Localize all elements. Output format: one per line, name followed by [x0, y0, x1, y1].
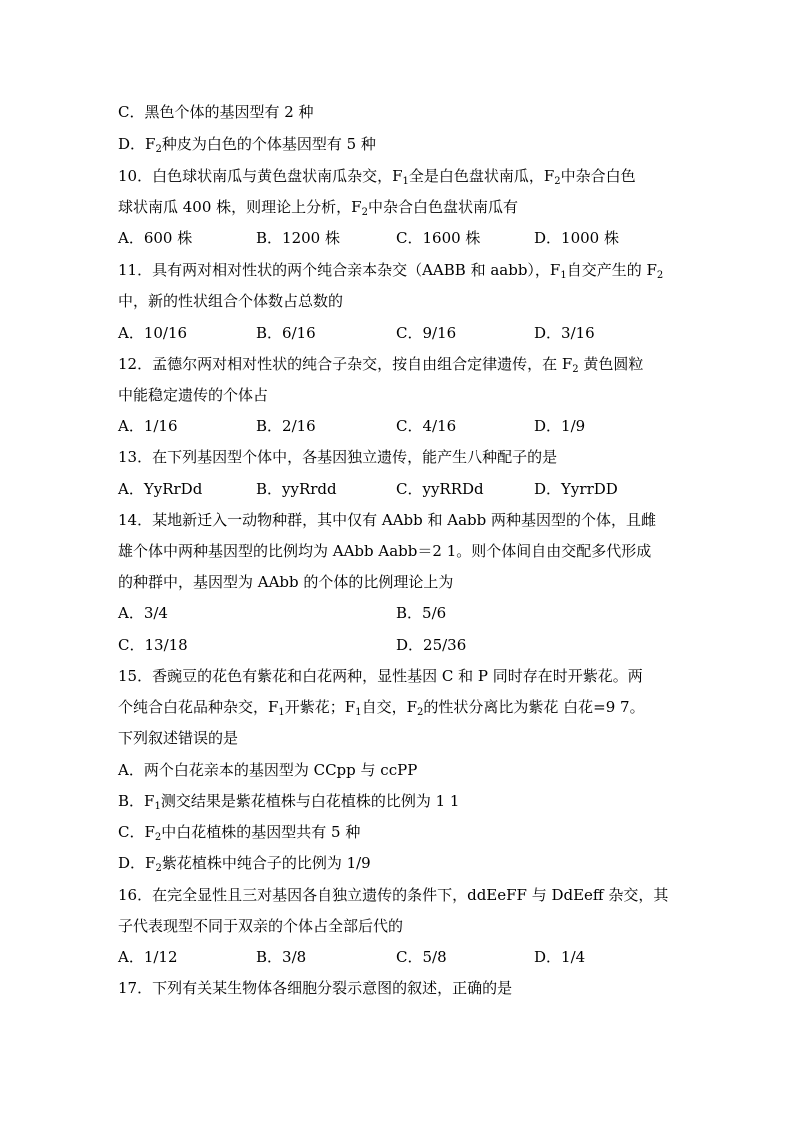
q11-options — [118, 323, 738, 343]
q12-stem-line-1: 12．孟德尔两对相对性状的纯合子杂交，按自由组合定律遗传，在 $F_2$ 黄色圆粒 — [118, 355, 644, 375]
q9-option-d: D．$F_2$种皮为白色的个体基因型有 5 种 — [118, 135, 376, 155]
q11-stem-line-2: 中，新的性状组合个体数占总数的 — [118, 292, 344, 310]
q14-option-a: A．3/4 — [118, 604, 168, 622]
q11-option-b: B．6/16 — [256, 324, 316, 342]
q15-option-a: A．两个白花亲本的基因型为 CCpp 与 ccPP — [118, 761, 418, 779]
q16-option-c: C．5/8 — [396, 948, 447, 966]
q14-option-c: C．13/18 — [118, 636, 188, 654]
q15-stem-line-3: 下列叙述错误的是 — [118, 729, 239, 747]
q15-stem-line-1: 15．香豌豆的花色有紫花和白花两种，显性基因 C 和 P 同时存在时开紫花。两 — [118, 667, 643, 685]
q13-option-b: B．yyRrdd — [256, 480, 337, 498]
q14-stem-line-2: 雄个体中两种基因型的比例均为 AAbb Aabb＝2 1。则个体间自由交配多代形成 — [118, 542, 652, 560]
q12-option-d: D．1/9 — [534, 417, 586, 435]
q13-stem-line-1: 13．在下列基因型个体中，各基因独立遗传，能产生八种配子的是 — [118, 448, 558, 466]
q11-option-d: D．3/16 — [534, 324, 595, 342]
q14-stem-line-1: 14．某地新迁入一动物种群，其中仅有 AAbb 和 Aabb 两种基因型的个体，且雌 — [118, 511, 657, 529]
q12-option-a: A．1/16 — [118, 417, 178, 435]
q14-option-b: B．5/6 — [396, 604, 447, 622]
q15-option-b: B．$F_1$测交结果是紫花植株与白花植株的比例为 1 1 — [118, 792, 460, 812]
q11-stem-line-1: 11．具有两对相对性状的两个纯合亲本杂交（AABB 和 aabb），$F_1$自交产生的 $F_2$ — [118, 261, 664, 281]
q10-option-b: B．1200 株 — [256, 229, 340, 247]
q11-option-c: C．9/16 — [396, 324, 457, 342]
q12-options — [118, 416, 738, 436]
q16-option-a: A．1/12 — [118, 948, 178, 966]
q15-stem-line-2: 个纯合白花品种杂交，$F_1$开紫花；$F_1$自交，$F_2$的性状分离比为紫花 白花=9 7。 — [118, 698, 645, 718]
q16-option-d: D．1/4 — [534, 948, 586, 966]
q13-option-a: A．YyRrDd — [118, 480, 203, 498]
q17-stem-line-1: 17．下列有关某生物体各细胞分裂示意图的叙述，正确的是 — [118, 979, 513, 997]
q16-options — [118, 947, 738, 967]
q14-options-row-2 — [118, 635, 738, 655]
q14-options-row-1 — [118, 603, 738, 623]
q15-option-d: D．$F_2$紫花植株中纯合子的比例为 1/9 — [118, 854, 371, 874]
q12-stem-line-2: 中能稳定遗传的个体占 — [118, 386, 269, 404]
q16-stem-line-1: 16．在完全显性且三对基因各自独立遗传的条件下，ddEeFF 与 DdEeff 杂交，其 — [118, 886, 669, 904]
q9-option-c: C．黑色个体的基因型有 2 种 — [118, 103, 314, 121]
q10-stem-line-2: 球状南瓜 400 株，则理论上分析，$F_2$中杂合白色盘状南瓜有 — [118, 198, 518, 218]
q13-option-d: D．YyrrDD — [534, 480, 618, 498]
q13-options — [118, 479, 738, 499]
q16-stem-line-2: 子代表现型不同于双亲的个体占全部后代的 — [118, 917, 404, 935]
q10-options — [118, 228, 738, 248]
q15-option-c: C．$F_2$中白花植株的基因型共有 5 种 — [118, 823, 361, 843]
q10-option-a: A．600 株 — [118, 229, 193, 247]
q10-stem-line-1: 10．白色球状南瓜与黄色盘状南瓜杂交，$F_1$全是白色盘状南瓜，$F_2$中杂合白色 — [118, 167, 636, 187]
q10-option-d: D．1000 株 — [534, 229, 619, 247]
q16-option-b: B．3/8 — [256, 948, 307, 966]
q11-option-a: A．10/16 — [118, 324, 188, 342]
q12-option-c: C．4/16 — [396, 417, 457, 435]
q10-option-c: C．1600 株 — [396, 229, 481, 247]
q12-option-b: B．2/16 — [256, 417, 316, 435]
q13-option-c: C．yyRRDd — [396, 480, 484, 498]
q14-option-d: D．25/36 — [396, 636, 467, 654]
q14-stem-line-3: 的种群中，基因型为 AAbb 的个体的比例理论上为 — [118, 573, 454, 591]
